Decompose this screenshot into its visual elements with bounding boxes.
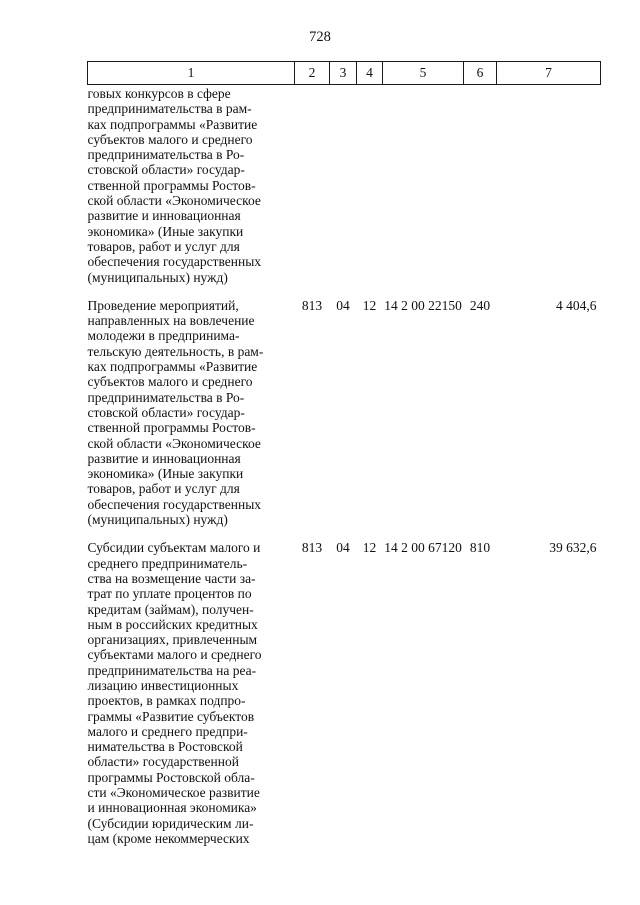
amount-value: 39 632,6 (549, 540, 597, 556)
description-line: (муниципальных) нужд) (87, 512, 228, 528)
description-line: развитие и инновационная (87, 208, 241, 224)
description-line: развитие и инновационная (87, 450, 241, 466)
column-header-target-item: 5 (383, 62, 464, 85)
expense-type-code: 240 (469, 297, 491, 313)
description-line: сти «Экономическое развитие (87, 785, 260, 801)
description-line: предпринимательства в рам- (87, 101, 252, 117)
description-line: предпринимательства в Ро- (87, 389, 245, 405)
subsection-code: 12 (362, 540, 377, 556)
description-line: ственной программы Ростов- (87, 420, 256, 436)
column-header-description: 1 (88, 62, 295, 85)
table-row (88, 527, 601, 846)
description-line: ках подпрограммы «Развитие (87, 116, 258, 132)
description-line: кредитам (займам), получен- (87, 601, 254, 617)
column-header-row (88, 62, 601, 85)
description-line: ках подпрограммы «Развитие (87, 359, 258, 375)
amount-value (497, 85, 601, 285)
subsection-code (357, 85, 383, 285)
description-line: предпринимательства на реа- (87, 662, 257, 678)
target-item-code: 14 2 00 67120 (384, 540, 462, 556)
description-line: ственной программы Ростов- (87, 177, 256, 193)
row-description (88, 527, 295, 846)
description-line: (муниципальных) нужд) (87, 269, 228, 285)
column-header-amount: 7 (497, 62, 601, 85)
section-code (330, 85, 357, 285)
description-line: обеспечения государственных (87, 254, 262, 270)
description-line: программы Ростовской обла- (87, 769, 255, 785)
description-line: ства на возмещение части за- (87, 570, 256, 586)
description-line: экономика» (Иные закупки (87, 223, 244, 239)
description-line: цам (кроме некоммерческих (87, 830, 250, 846)
description-line: говых конкурсов в сфере (87, 86, 231, 101)
description-line: ской области «Экономическое (87, 435, 261, 451)
description-line: среднего предприниматель- (87, 555, 248, 571)
description-line: товаров, работ и услуг для (87, 481, 240, 497)
description-line: малого и среднего предпри- (87, 723, 248, 739)
description-line: товаров, работ и услуг для (87, 238, 240, 254)
table-row (88, 285, 601, 527)
description-line: ской области «Экономическое (87, 193, 261, 209)
description-line: стовской области» государ- (87, 162, 245, 178)
description-line: субъектами малого и среднего (87, 647, 262, 663)
description-line: области» государственной (87, 754, 239, 770)
description-line: молодежи в предпринима- (87, 328, 240, 344)
description-line: граммы «Развитие субъектов (87, 708, 255, 724)
description-line: проектов, в рамках подпро- (87, 693, 246, 709)
description-line: и инновационная экономика» (87, 800, 257, 816)
description-line: предпринимательства в Ро- (87, 147, 245, 163)
description-line: экономика» (Иные закупки (87, 466, 244, 482)
target-item-code (383, 85, 464, 285)
ministry-code: 813 (301, 540, 323, 556)
section-code: 04 (336, 540, 350, 556)
column-header-section: 3 (330, 62, 357, 85)
description-line: обеспечения государственных (87, 496, 262, 512)
description-line: лизацию инвестиционных (87, 677, 239, 693)
description-line: субъектов малого и среднего (87, 374, 253, 390)
description-line: направленных на вовлечение (87, 313, 255, 329)
description-line: субъектов малого и среднего (87, 131, 253, 147)
ministry-code: 813 (301, 297, 323, 313)
budget-table (87, 61, 601, 846)
amount-value: 4 404,6 (556, 297, 597, 313)
subsection-code: 12 (362, 297, 377, 313)
column-header-expense-type: 6 (464, 62, 497, 85)
section-code: 04 (336, 297, 350, 313)
column-header-ministry: 2 (295, 62, 330, 85)
description-line: стовской области» государ- (87, 404, 245, 420)
description-line: организациях, привлеченным (87, 632, 258, 648)
description-line: ным в российских кредитных (87, 616, 258, 632)
page-number: 728 (309, 29, 331, 45)
row-description (88, 85, 295, 285)
description-line: нимательства в Ростовской (87, 739, 243, 755)
ministry-code (295, 85, 330, 285)
column-header-subsection: 4 (357, 62, 383, 85)
table-row (88, 85, 601, 285)
description-line: Субсидии субъектам малого и (87, 540, 261, 556)
description-line: трат по уплате процентов по (87, 586, 252, 602)
description-line: тельскую деятельность, в рам- (87, 343, 264, 359)
description-line: Проведение мероприятий, (87, 297, 239, 313)
row-description (88, 285, 295, 527)
expense-type-code: 810 (469, 540, 491, 556)
expense-type-code (464, 85, 497, 285)
target-item-code: 14 2 00 22150 (384, 297, 462, 313)
description-line: (Субсидии юридическим ли- (87, 815, 254, 831)
